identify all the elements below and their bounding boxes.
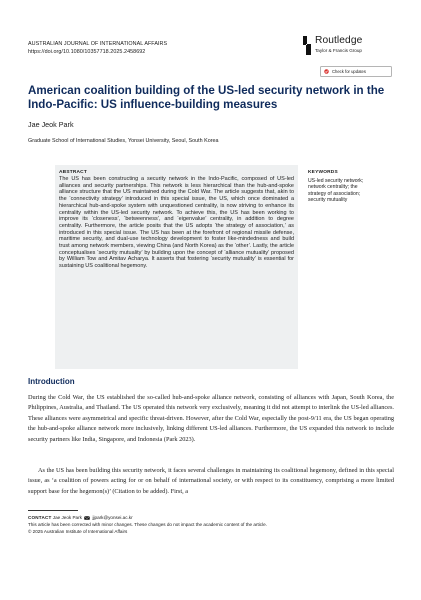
- email-icon: [84, 516, 90, 520]
- keyword-item: strategy of association;: [308, 190, 361, 197]
- check-updates-icon: [324, 69, 329, 74]
- keyword-item: security mutuality: [308, 197, 348, 204]
- abstract-box: [55, 165, 298, 369]
- contact-label: CONTACT: [28, 515, 52, 520]
- copyright-notice: © 2025 Australian Institute of International Affairs: [28, 529, 128, 534]
- publisher-logo: [301, 33, 401, 61]
- author-affiliation: Graduate School of International Studies, Yonsei University, Seoul, South Korea: [28, 138, 219, 144]
- keywords-list: [308, 178, 398, 204]
- introduction-heading: Introduction: [28, 377, 75, 386]
- footer-divider: [28, 510, 78, 511]
- contact-line: [28, 515, 133, 520]
- check-for-updates-button[interactable]: [320, 66, 392, 77]
- journal-name: AUSTRALIAN JOURNAL OF INTERNATIONAL AFFAIRS: [28, 41, 168, 47]
- intro-paragraph-2: As the US has been building this security network, it faces several challenges in maintaining its coalitional hegemony, defined in this special issue, as ‘a coalition of powers acting for or on behalf of international society, or with respect to its constituency, comprising a more limited support base for the hegemon(s)’ (Citation to be added). First, a: [28, 467, 394, 495]
- check-updates-label: Check for updates: [332, 69, 366, 74]
- intro-paragraph-1: During the Cold War, the US established the so-called hub-and-spoke alliance network, consisting of alliances with Japan, South Korea, the Philippines, Australia, and Thailand. The US operated this network very exclusively, meaning it did not attempt to interlink the US-led alliances. These alliances were asymmetrical and specific threat-driven. However, after the Cold War, especially the post-9/11 era, the US began operating the hub-and-spoke alliance network more inclusively, linking different US-led alliances. Furthermore, the US expanded this network to include security partners like India, Singapore, and Indonesia (Park 2023).: [28, 394, 394, 443]
- author-name: Jae Jeok Park: [28, 120, 74, 129]
- article-title: American coalition building of the US-led security network in the Indo-Pacific: US influence-building measures: [28, 84, 385, 111]
- keyword-item: US-led security network;: [308, 178, 364, 184]
- keywords-heading: KEYWORDS: [308, 170, 338, 175]
- correction-note: This article has been corrected with minor changes. These changes do not impact the academic content of the article.: [28, 522, 267, 527]
- keyword-item: network centrality; the: [308, 184, 358, 191]
- journal-header: [28, 41, 167, 56]
- contact-email[interactable]: jjpark@yonsei.ac.kr: [92, 515, 133, 520]
- contact-name: Jae Jeok Park: [52, 515, 82, 520]
- abstract-heading: ABSTRACT: [59, 170, 87, 175]
- publisher-name: Routledge: [315, 35, 363, 46]
- routledge-logo-icon: [301, 35, 312, 56]
- journal-doi[interactable]: https://doi.org/10.1080/10357718.2025.2458692: [28, 48, 146, 55]
- publisher-group: Taylor & Francis Group: [315, 48, 362, 53]
- abstract-text: The US has been constructing a security network in the Indo-Pacific, composed of US-led alliances and security partnerships. This network is less hierarchical than the hub-and-spoke alliance structure that the US maintained during the Cold War. The article suggests that, akin to the ‘connectivity strategy’ introduced in this special issue, the US, which once dominated a hierarchical hub-and-spoke system with unquestioned centrality, is now striving to enhance its centrality within the US-led security network. To achieve this, the US has been working to improve its ‘closeness’, ‘betweenness’, and ‘eigenvalue’ centrality, in addition to degree centrality. Furthermore, the article posits that the US adopts ‘the strategy of association,’ as introduced in this special issue. The US has been at the forefront of regional missile defense, maritime security, and dual-use technology development to foster like-mindedness and build trust among network members, viewing China (and North Korea) as the ‘other’. Lastly, the article conceptualises ‘security mutuality’ by building upon the concept of ‘alliance mutuality’ proposed by William Tow and Amitav Acharya. It asserts that fostering ‘security mutuality’ is essential for sustaining US coalitional hegemony.: [59, 176, 294, 270]
